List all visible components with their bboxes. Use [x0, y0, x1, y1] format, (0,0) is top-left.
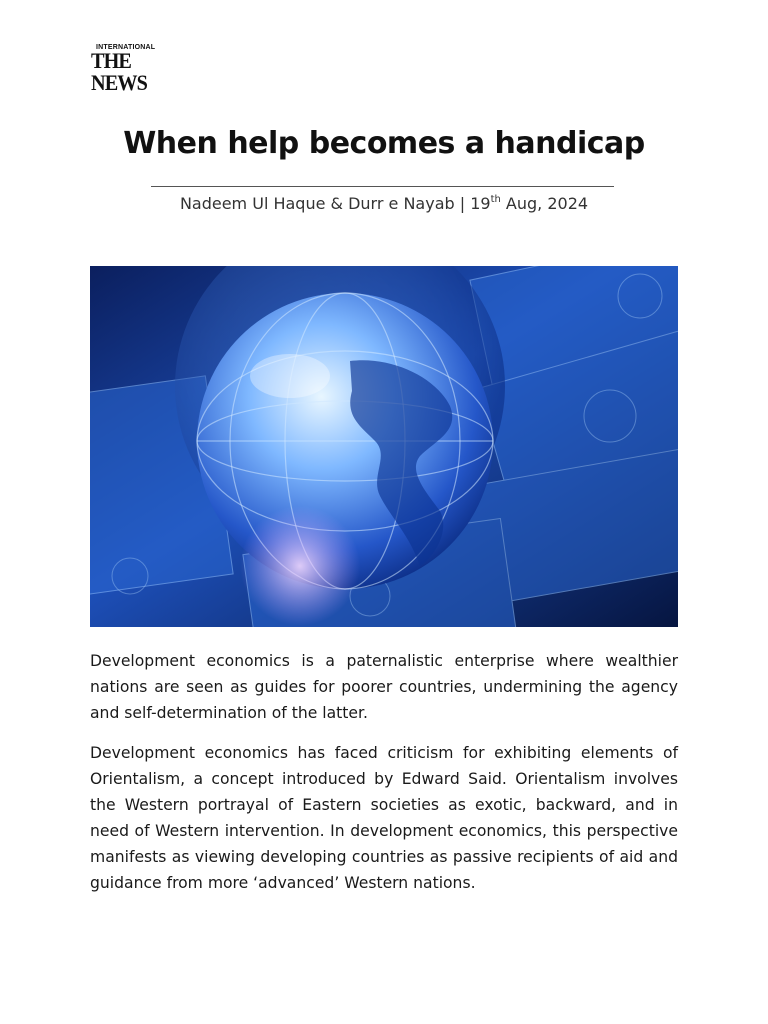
article-paragraph: Development economics has faced criticism for exhibiting elements of Orientalism, a concept introduced by Edward Said. Orientalism involves the Western portrayal of Eastern societies as exotic, backward, and in need of Western intervention. In development economics, this perspective manifests as viewing developing countries as passive recipients of aid and guidance from more ‘advanced’ Western nations.	[90, 744, 678, 892]
article-paragraph: Development economics is a paternalistic enterprise where wealthier nations are seen as guides for poorer countries, undermining the agency and self-determination of the latter.	[90, 652, 678, 722]
article-title: When help becomes a handicap	[123, 126, 645, 161]
article-byline	[0, 194, 768, 213]
byline-month-year: Aug, 2024	[500, 194, 589, 213]
byline-authors-date: Nadeem Ul Haque & Durr e Nayab | 19	[179, 194, 491, 213]
title-divider	[151, 186, 614, 187]
logo-the-news-text: THE NEWS	[91, 48, 147, 95]
article-hero-image	[90, 266, 678, 627]
byline-date-suffix: th	[490, 193, 501, 205]
globe-on-money-icon	[90, 266, 678, 627]
logo-international-text: INTERNATIONAL	[96, 44, 156, 51]
publication-logo	[91, 44, 191, 95]
